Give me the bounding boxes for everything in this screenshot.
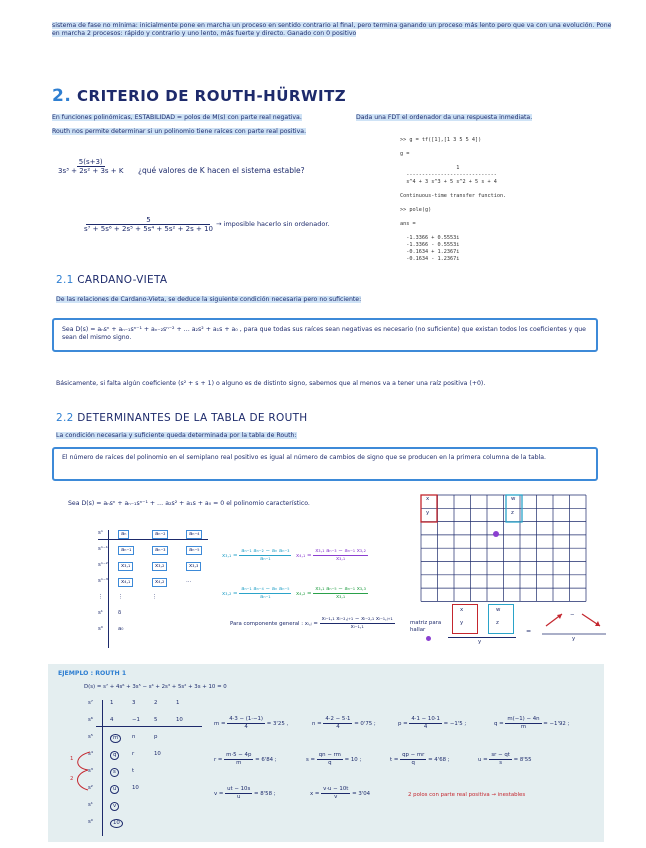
grid-label-x: x [426,496,430,502]
routh-cell: aₙ₋₅ [186,546,202,555]
general-component-formula: Para componente general : xᵢ,ⱼ = $\frac{\text{xᵢ₋₁,₁ xᵢ₋₂,ⱼ₊₁ − xᵢ₋₂,₁ xᵢ₋₁,ⱼ₊₁}}{\text{xᵢ₋₁,₁}}$ [230,616,393,630]
top-note: sistema de fase no mínima: inicialmente pone en marcha un proceso en sentido contrario al final, pero termina ganando un proceso más lento pero que va con una evolución. Pone en marcha 2 procesos: rápido y contrario y uno lento, más fuerte y directo. Ganado con 0 positivo [52,22,612,37]
sign-change-1: 1 [70,756,74,762]
routh-grid-diagram [420,494,590,604]
grid-target-dot [493,531,499,537]
section-2-intro: En funciones polinómicas, ESTABILIDAD = polos de M(s) con parte real negativa. [52,114,302,121]
example-cell: 10 [132,785,139,791]
routh-rule-box: El número de raíces del polinomio en el semiplano real positivo es igual al número de cambios de signo que se producen en la primera columna de la tabla. [52,447,598,481]
routh-cell: ⋮ [98,594,104,600]
example-row-label: s⁴ [88,751,93,757]
example-panel [48,664,604,842]
routh-cell: aₙ₋₁ [118,546,134,555]
grid-label-z: z [511,510,514,516]
matlab-line: -0.1634 - 1.2367i [406,256,460,262]
x32-formula: x₃,₂ = $\frac{\text{aₙ₋₁ aₙ₋₄ − aₙ aₙ₋₅}}{\text{aₙ₋₁}}$ [222,586,290,600]
section-2-1-intro: De las relaciones de Cardano-Vieta, se deduce la siguiente condición necesaria pero no suficiente: [56,296,362,303]
cardano-vieta-box: Sea D(s) = aₙsⁿ + aₙ₋₁sⁿ⁻¹ + aₙ₋₂sⁿ⁻² + … a₂s² + a₁s + a₀ , para que todas sus raíces sean negativas es necesario (no suficiente) que existan todos los coeficientes y que sean del mismo signo. [52,318,598,352]
example-polynomial: D(s) = s⁷ + 4s⁶ + 3s⁵ − s⁴ + 2s³ + 5s² + 3s + 10 = 0 [84,684,227,690]
routh-cell: s⁰ [98,626,103,632]
matlab-line: Continuous-time transfer function. [400,193,507,199]
routh-cell: s¹ [98,610,103,616]
transfer-function-2: $\frac{5}{\text{s⁷ + 5s⁶ + 2s⁵ + 5s⁴ + 5s² + 2s + 10}}$ [84,216,213,233]
example-cell: 2 [154,700,158,706]
routh-cell: sⁿ⁻² [98,562,108,568]
example-row-label: s³ [88,768,93,774]
grid-label-w: w [511,496,516,502]
example-cell: 10 [110,819,123,828]
eq-x: x = $\frac{v\cdot u - 10t}{v}$ = 3'04 [310,786,371,800]
section-2-2-intro: La condición necesaria y suficiente queda determinada por la tabla de Routh: [56,432,297,439]
example-cell: u [110,785,119,794]
routh-cell: x₃,₃ [186,562,201,571]
example-cell: 10 [176,717,183,723]
grid-label-y: y [426,510,430,516]
sign-change-2: 2 [70,776,74,782]
example-cell: n [132,734,136,740]
example-cell: 5 [154,717,158,723]
matlab-line: ans = [400,221,416,227]
eq-t: t = $\frac{qp - mr}{q}$ = 4'68 ; [390,752,450,766]
example-row-label: s⁷ [88,700,93,706]
section-2-right-note: Dada una FDT el ordenador da una respuesta inmediata. [356,114,533,121]
eq-r: r = $\frac{m\cdot 5 - 4p}{m}$ = 6'84 ; [214,752,277,766]
routh-general-table [98,530,218,650]
example-row-label: s² [88,785,93,791]
matlab-line: 1 [456,165,460,171]
matlab-line: >> g = tf([1],[1 3 5 5 4]) [400,137,482,143]
section-2-heading [52,86,346,106]
x41-formula: x₄,₁ = $\frac{\text{x₃,₁ aₙ₋₃ − aₙ₋₁ x₃,₂}}{\text{x₃,₁}}$ [296,548,366,562]
example-cell: p [154,734,158,740]
routh-cell: aₙ₋₂ [152,530,168,539]
matlab-line: -1.3366 + 0.5553i [406,235,460,241]
example-cell: v [110,802,119,811]
characteristic-polynomial: Sea D(s) = aₙsⁿ + aₙ₋₁sⁿ⁻¹ + … a₂s² + a₁s + a₀ = 0 el polinomio característico. [68,500,310,507]
matrix-label: matriz para hallar [410,620,442,633]
matrix-dot [426,636,431,641]
eq-s: s = $\frac{qn - rm}{q}$ = 10 ; [306,752,362,766]
example-cell: m [110,734,121,743]
eq-u: u = $\frac{sr - qt}{s}$ = 8'55 [478,752,532,766]
section-2-1-heading: 2.1 CARDANO-VIETA [56,274,168,286]
eq-q: q = $\frac{m(-1) - 4n}{m}$ = −1'92 ; [494,716,570,730]
matlab-output [400,137,506,263]
example-cell: q [110,751,119,760]
transfer-function-1: $\frac{5(s+3)}{\text{3s³ + 2s² + 3s + K}}$ [58,158,124,175]
routh-cell: aₙ₋₃ [152,546,168,555]
section-2-number: 2. [52,86,72,106]
routh-cell: sⁿ⁻³ [98,578,108,584]
matlab-line: g = [400,151,410,157]
x42-formula: x₄,₂ = $\frac{\text{x₃,₁ aₙ₋₅ − aₙ₋₁ x₃,₃}}{\text{x₃,₁}}$ [296,586,366,600]
matlab-line: s^4 + 3 s^3 + 5 s^2 + 5 s + 4 [406,179,497,185]
matlab-line: >> pole(g) [400,207,432,213]
example-cell: 1 [176,700,180,706]
example-cell: r [132,751,135,757]
example-cell: s [110,768,119,777]
routh-cell: sⁿ⁻¹ [98,546,108,552]
routh-cell: aₙ₋₄ [186,530,202,539]
routh-cell: δ [118,610,122,616]
example-row-label: s⁶ [88,717,93,723]
section-2-2-heading: 2.2 DETERMINANTES DE LA TABLA DE ROUTH [56,412,308,424]
eq-m: m = $\frac{4\cdot 3 - (1\cdot-1)}{4}$ = 3'25 , [214,716,289,730]
example-cell: 3 [132,700,136,706]
routh-cell: … [186,578,192,584]
example-cell: 4 [110,717,114,723]
section-2-title: CRITERIO DE ROUTH-HÜRWITZ [77,87,347,105]
impossible-note: → imposible hacerlo sin ordenador. [216,220,330,228]
routh-cell: x₄,₁ [118,578,133,587]
routh-cell: x₃,₁ [118,562,133,571]
eq-p: p = $\frac{4\cdot 1 - 10\cdot 1}{4}$ = −1'5 ; [398,716,467,730]
routh-cell: ⋮ [152,594,158,600]
example-title: EJEMPLO : ROUTH 1 [58,670,127,677]
routh-cell: a₀ [118,626,124,632]
example-cell: −1 [132,717,140,723]
example-routh-table [88,700,208,840]
example-cell: t [132,768,135,774]
mini-matrix: x y w z y [448,604,516,648]
example-row-label: s⁵ [88,734,93,740]
routh-cell: sⁿ [98,530,103,536]
routh-cell: x₄,₂ [152,578,167,587]
arrows-minus: − [570,612,575,618]
routh-cell: aₙ [118,530,129,539]
routh-cell: x₃,₂ [152,562,167,571]
stability-question: ¿qué valores de K hacen el sistema estable? [138,166,305,175]
example-cell: 10 [154,751,161,757]
eq-n: n = $\frac{4\cdot 2 - 5\cdot 1}{4}$ = 0'75 ; [312,716,376,730]
matlab-line: -0.1634 + 1.2367i [406,249,460,255]
matlab-line: ----------------------------- [406,172,497,178]
example-conclusion: 2 polos con parte real positiva → inestables [408,792,526,798]
matrix-equals: = [526,628,532,635]
example-row-label: s¹ [88,802,93,808]
section-2-intro2: Routh nos permite determinar si un polinomio tiene raíces con parte real positiva. [52,128,307,135]
example-cell: 1 [110,700,114,706]
matlab-line: -1.3366 - 0.5553i [406,242,460,248]
example-row-label: s⁰ [88,819,93,825]
x31-formula: x₃,₁ = $\frac{\text{aₙ₋₁ aₙ₋₂ − aₙ aₙ₋₃}}{\text{aₙ₋₁}}$ [222,548,290,562]
section-2-1-after: Básicamente, si falta algún coeficiente (s² + s + 1) o alguno es de distinto signo, sabemos que al menos va a tener una raíz positiva (+0). [56,380,486,387]
eq-v: v = $\frac{ut - 10s}{u}$ = 8'58 ; [214,786,276,800]
arrows-denominator: y [572,636,576,642]
routh-cell: ⋮ [118,594,124,600]
